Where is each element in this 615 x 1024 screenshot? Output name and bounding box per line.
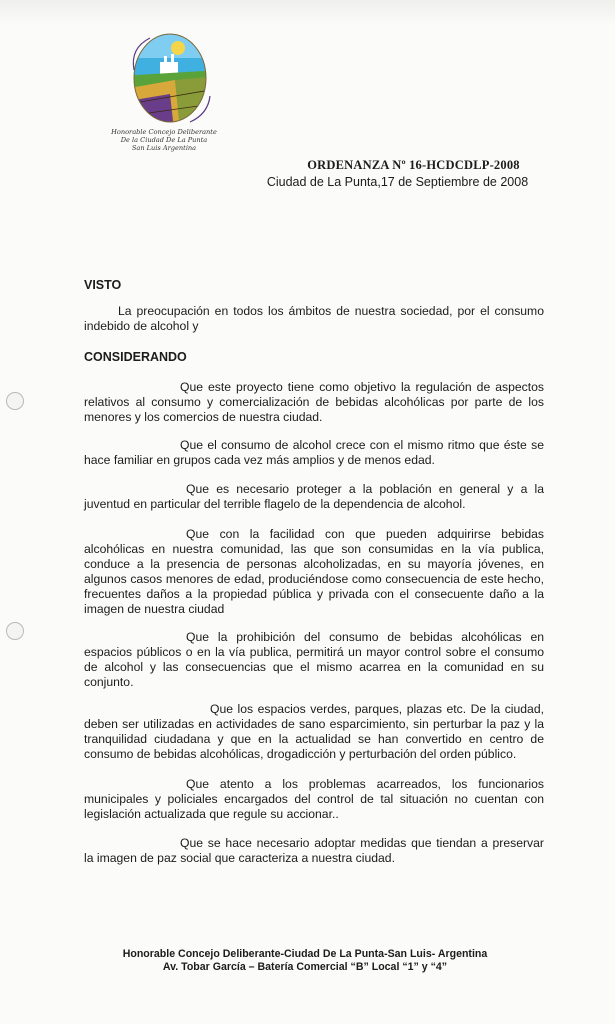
footer-line: Honorable Concejo Deliberante-Ciudad De La Punta-San Luis- Argentina <box>122 948 488 960</box>
punch-hole <box>6 392 24 410</box>
considerando-paragraph: Que con la facilidad con que pueden adquirirse bebidas alcohólicas en nuestra comunidad, las que son consumidas en la vía publica, conduce a la presencia de personas alcoholizadas, en su mayoría jóvenes, en algunos casos menores de edad, produciéndose como consecuencia de este hecho, frecuentes daños a la propiedad pública y privada con el consecuente daño a la imagen de nuestra ciudad <box>84 527 544 616</box>
logo-caption-line: De la Ciudad De La Punta <box>120 136 208 144</box>
considerando-paragraph: Que atento a los problemas acarreados, los funcionarios municipales y policiales encargados del control de tal situación no cuentan con legislación actualizada que regule su accionar.. <box>84 777 544 821</box>
scan-shadow <box>0 0 615 26</box>
punch-hole <box>6 622 24 640</box>
considerando-paragraph: Que la prohibición del consumo de bebidas alcohólicas en espacios públicos o en la vía publica, permitirá un mayor control sobre el consumo de alcohol y las consecuencias que el mismo acarrea en la comunidad en su conjunto. <box>84 630 544 689</box>
considerando-paragraph: Que se hace necesario adoptar medidas que tiendan a preservar la imagen de paz social que caracteriza a nuestra ciudad. <box>84 836 544 865</box>
logo-caption <box>108 128 220 152</box>
logo-caption-line: San Luis Argentina <box>131 144 197 152</box>
considerando-paragraph: Que los espacios verdes, parques, plazas etc. De la ciudad, deben ser utilizadas en actividades de sano esparcimiento, sin perturbar la paz y la tranquilidad ciudadana y que en la actualidad se han convertido en centro de consumo de bebidas alcohólicas, drogadicción y perturbación del orden público. <box>84 702 544 761</box>
logo-caption-line: Honorable Concejo Deliberante <box>111 128 217 136</box>
ordinance-header <box>255 158 540 189</box>
page-footer <box>70 948 540 974</box>
visto-paragraph: La preocupación en todos los ámbitos de nuestra sociedad, por el consumo indebido de alcohol y <box>84 304 544 333</box>
place-date: Ciudad de La Punta,17 de Septiembre de 2008 <box>266 175 529 189</box>
visto-heading: VISTO <box>84 278 122 292</box>
council-logo <box>120 30 220 130</box>
considerando-paragraph: Que este proyecto tiene como objetivo la regulación de aspectos relativos al consumo y comercialización de bebidas alcohólicas por parte de los menores y los comercios de nuestra ciudad. <box>84 380 544 424</box>
ordinance-number: ORDENANZA Nº 16-HCDCDLP-2008 <box>307 158 520 172</box>
footer-line: Av. Tobar García – Batería Comercial “B” Local “1” y “4” <box>162 961 448 973</box>
considerando-paragraph: Que el consumo de alcohol crece con el mismo ritmo que éste se hace familiar en grupos cada vez más amplios y de menos edad. <box>84 438 544 467</box>
considerando-heading: CONSIDERANDO <box>84 350 187 364</box>
considerando-paragraph: Que es necesario proteger a la población en general y a la juventud en particular del terrible flagelo de la dependencia de alcohol. <box>84 482 544 511</box>
